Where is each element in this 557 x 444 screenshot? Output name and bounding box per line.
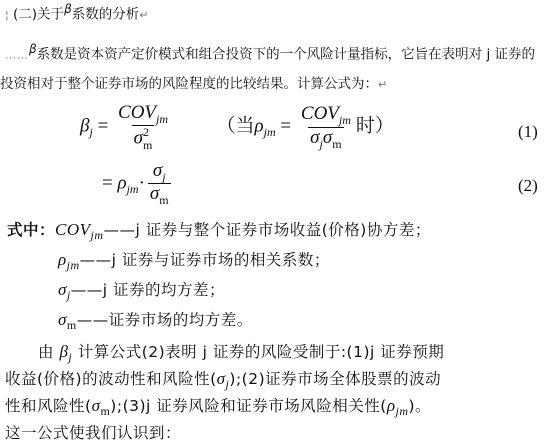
definition-4: $\sigma_m——$证券市场的均方差。 [58, 310, 253, 333]
paragraph-line-1: 由 $\beta_j$ 计算公式(2)表明 j 证券的风险受制于:(1)j 证券预期 [38, 342, 445, 365]
heading-suffix: 系数的分析 [71, 6, 140, 23]
definition-2: $\rho_{jm}——j$ 证券与证券市场的相关系数； [58, 250, 330, 273]
condition-equals: = [280, 115, 292, 137]
heading-beta: β [64, 2, 72, 16]
indent-dots: …… [5, 48, 29, 62]
definition-4-text: ——证券市场的均方差。 [76, 311, 253, 329]
paragraph-line-2: 收益(价格)的波动性和风险性$(\sigma_j);(2)$证券市场全体股票的波动 [5, 369, 442, 392]
intro-line-1 [5, 42, 535, 63]
formula-1: $\beta_j$ = $\frac{COV_{jm}}{\sigma^2_m}$ （当$\rho_{jm}$ = $\frac{COV_{jm}}{\sigma_j\sigma_m}$ 时） [80, 102, 394, 152]
sigma-symbol: σ [58, 280, 67, 299]
intro-text-2: 投资相对于整个证券市场的风险程度的比较结果。计算公式为： [0, 76, 378, 92]
return-mark-icon: ↵ [378, 78, 388, 91]
definition-2-text: ——j 证券与证券市场的相关系数； [79, 251, 330, 269]
covariance-fraction: $\frac{COV_{jm}}{\sigma^2_m}$ [118, 102, 169, 152]
condition-close: 时） [355, 115, 394, 137]
sigma-symbol: σ [216, 369, 226, 388]
equation-number-2: (2) [518, 176, 538, 195]
intro-line-2 [0, 72, 387, 92]
beta-subscript: j [89, 125, 93, 140]
intro-beta: β [29, 42, 37, 56]
equals-sign: = [102, 172, 113, 194]
dot-operator: · [138, 172, 145, 194]
edit-marker-icon: ¦ [5, 8, 9, 22]
formula-2: = $\rho_{jm}\cdot$ $\frac{\sigma_j}{\sigma_m}$ [102, 160, 169, 208]
intro-text-1: 系数是资本资产定价模式和组合投资下的一个风险计量指标，它旨在表明对 j 证券的 [36, 46, 536, 63]
rho-symbol: ρ [386, 396, 396, 415]
rho-symbol: ρ [58, 250, 67, 269]
definition-1: 式中：$COV_{jm}——j$ 证券与整个证券市场收益(价格)协方差； [7, 220, 431, 243]
condition-open: （当 [216, 115, 255, 137]
equation-number-1: (1) [518, 122, 538, 141]
correlation-fraction: $\frac{COV_{jm}}{\sigma_j\sigma_m}$ [300, 103, 351, 151]
equals-sign: = [97, 115, 109, 137]
paragraph-line-4: 这一公式使我们认识到： [5, 424, 182, 442]
sigma-symbol: σ [91, 396, 101, 415]
cov-symbol: COV [55, 220, 91, 239]
definition-3-text: ——j 证券的均方差； [70, 281, 225, 299]
definition-1-text: ——j 证券与整个证券市场收益(价格)协方差； [103, 221, 431, 239]
return-mark-icon: ↵ [139, 8, 149, 22]
definitions-lead: 式中： [7, 221, 56, 239]
paragraph-line-3: 性和风险性$(\sigma_m);(3)j$ 证券风险和证券市场风险相关性$(\rho_{jm})$。 [5, 396, 432, 419]
rho-symbol: ρ [117, 172, 127, 194]
definition-3: $\sigma_j——j$ 证券的均方差； [58, 280, 225, 303]
beta-symbol: β [80, 115, 90, 137]
section-heading [5, 2, 148, 23]
beta-symbol: β [59, 342, 69, 361]
rho-symbol: ρ [254, 115, 264, 137]
sigma-symbol: σ [58, 310, 67, 329]
sigma-fraction: $\frac{\sigma_j}{\sigma_m}$ [149, 160, 169, 208]
heading-prefix: (二)关于 [13, 6, 65, 23]
